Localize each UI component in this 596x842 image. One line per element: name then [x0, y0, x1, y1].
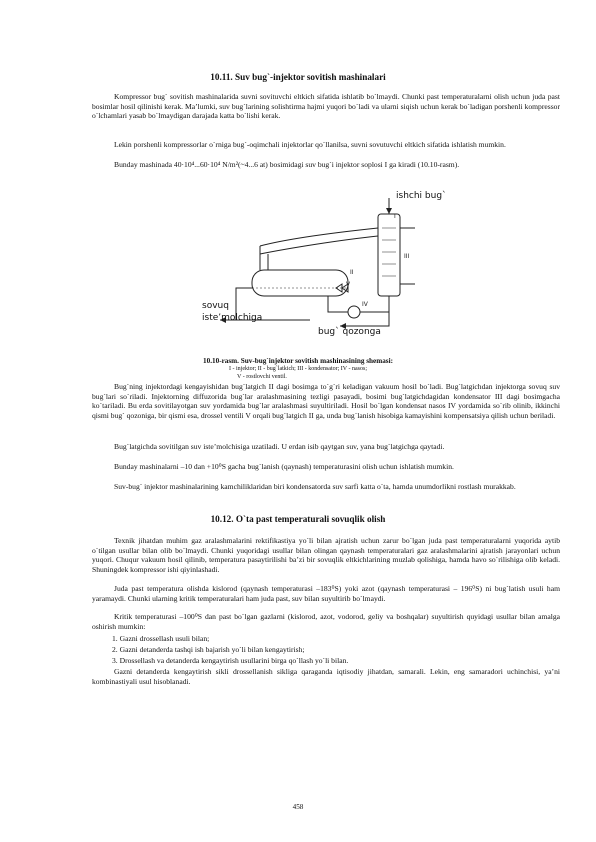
figure-legend: V - rostlovchi ventil.	[237, 374, 287, 380]
label-roman-2: II	[350, 269, 354, 276]
figure-legend: I - injektor; II - bug`latkich; III - kondensator; IV - nasos;	[228, 366, 368, 372]
label-cold-2: iste’molchiga	[202, 313, 263, 323]
label-roman-1: I	[394, 213, 396, 220]
label-roman-3: III	[404, 253, 410, 260]
label-cold-1: sovuq	[202, 301, 229, 311]
paragraph: Bug`latgichda sovitilgan suv iste’molchisiga uzatiladi. U erdan isib qaytgan suv, yana bug`latgichga qaytadi.	[114, 442, 445, 451]
page-number: 458	[292, 803, 304, 812]
paragraph: Juda past temperatura olishda kislorod (qaynash temperaturasi –183⁰S) yoki azot (qaynash temperaturasi – 196⁰S) ni bug`latish usuli ham yaramaydi. Chunki ularning kritik temperaturalari ham juda past, suv bilan suyultirib bo`lmaydi.	[92, 584, 560, 603]
paragraph: Texnik jihatdan muhim gaz aralashmalarini rektifikastiya yo`li bilan ajratish uchun zarur bo`lgan juda past temperaturalarni yuqorida aytib o`tilgan usullar bilan olib bo`lmaydi. Chunki yuqoridagi usullar bilan olingan qaynash temperaturalari gaz aralashmalarini ajratish jarayonlari uchun yuqori. Chuqur vakuum hosil qilinib, temperatura pasaytirilishi ba’zi bir sovuqlik eltkichlarining muzlab qolishiga, hamda havo so`rilishiga olib keladi. Shuningdek kompressor ishi qiyinlashadi.	[92, 536, 560, 574]
list-item: 3. Drossellash va detanderda kengaytirish usullarini birga qo`llash yo`li bilan.	[112, 656, 349, 665]
paragraph: Bunday mashinalarni –10 dan +10⁰S gacha bug`lanish (qaynash) temperaturasini olish uchun ishlatish mumkin.	[114, 462, 454, 471]
label-roman-4: IV	[362, 301, 368, 308]
pump-symbol	[348, 306, 360, 318]
evaporator-drum	[252, 270, 348, 296]
section-title-injector: 10.11. Suv bug`-injektor sovitish mashinalari	[210, 72, 386, 82]
label-boiler: bug` qozonga	[318, 327, 381, 337]
paragraph: Bug`ning injektordagi kengayishidan bug`latgich II dagi bosimga to`g`ri keladigan vakuum hosil bo`ladi. Bug`latgichdan injektorga sovuq suv bug`lari so`riladi. Injektorning diffuzorida bug`lar aralashmasining tezligi pasayadi, bosimi bug`latgichdagidan kondensator III dagi bosimgacha ko`tariladi. Bu erda sovitilayotgan suv yordamida bug`lar aralashmasi suyultiriladi. Hosil bo`lgan kondensat nasos IV yordamida so`rib olinib, ikkinchi qismi bug` qozoniga, bir qismi esa, drossel ventili V orqali bug`latgich II ga, unda bug`lanish hisobiga kamayishini kompensatsiya qilish uchun beriladi.	[92, 382, 560, 420]
paragraph: Kritik temperaturasi –100⁰S dan past bo`lgan gazlarni (kislorod, azot, vodorod, geliy va boshqalar) suyultirish quyidagi usullar bilan amalga oshirish mumkin:	[92, 612, 560, 631]
section-title-cryogenic: 10.12. O`ta past temperaturali sovuqlik olish	[210, 514, 386, 524]
label-working-steam: ishchi bug`	[396, 191, 447, 201]
label-roman-5: V	[346, 281, 351, 288]
list-item: 1. Gazni drossellash usuli bilan;	[112, 634, 210, 643]
list-item: 2. Gazni detanderda tashqi ish bajarish yo`li bilan kengaytirish;	[112, 645, 305, 654]
injector-diagram	[200, 188, 450, 338]
paragraph: Bunday mashinada 40·10⁴...60·10⁴ N/m²(~4...6 at) bosimidagi suv bug`i injektor soplosi I ga kiradi (10.10-rasm).	[114, 160, 460, 169]
figure-caption: 10.10-rasm. Suv-bug`injektor sovitish mashinasining shemasi:	[203, 357, 393, 366]
paragraph: Kompressor bug` sovitish mashinalarida suvni sovituvchi eltkich sifatida ishlatib bo`lmaydi. Chunki past temperaturalarni olish uchun juda past bosimlar hosil qilinishi kerak. Ma’lumki, suv bug`larining solishtirma hajmi yuqori bo`ladi va ularni siqish uchun kerak bo`ladigan porshenli kompressor o`lchamlari yasab bo`lmaydigan darajada katta bo`lishi kerak.	[92, 92, 560, 121]
paragraph: Suv-bug` injektor mashinalarining kamchiliklaridan biri kondensatorda suv sarfi katta o`ta, hamda unumdorlikni rostlash murakkab.	[114, 482, 516, 491]
paragraph: Lekin porshenli kompressorlar o`rniga bug`-oqimchali injektorlar qo`llanilsa, suvni sovutuvchi eltkich sifatida ishlatish mumkin.	[114, 140, 506, 149]
paragraph: Gazni detanderda kengaytirish sikli drossellanish sikliga qaraganda iqtisodiy jihatdan, samarali. Lekin, eng samaradori uchinchisi, ya’ni kombinastiyali usul hisoblanadi.	[92, 667, 560, 686]
condenser-column	[378, 214, 400, 296]
